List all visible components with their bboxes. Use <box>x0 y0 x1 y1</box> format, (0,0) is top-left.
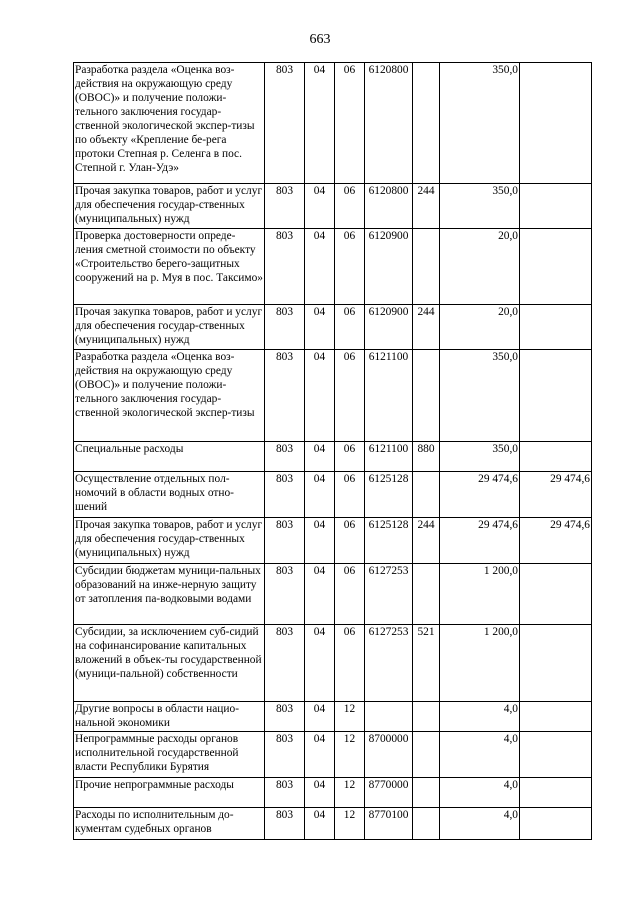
table-row <box>74 518 592 564</box>
table-row <box>74 732 592 778</box>
row-subsection: 06 <box>335 472 365 518</box>
row-subsection: 06 <box>335 625 365 702</box>
row-sum-subvention <box>520 184 592 229</box>
row-code: 803 <box>265 184 305 229</box>
row-type: 521 <box>413 625 440 702</box>
row-type <box>413 564 440 625</box>
row-sum: 350,0 <box>440 63 520 184</box>
row-subsection: 06 <box>335 305 365 350</box>
row-sum: 29 474,6 <box>440 518 520 564</box>
row-sum-subvention <box>520 63 592 184</box>
row-subsection: 06 <box>335 63 365 184</box>
row-sum: 1 200,0 <box>440 564 520 625</box>
row-name: Разработка раздела «Оценка воз-действия на окружающую среду (ОВОС)» и получение положи-тельного заключения государ-ственной экологической экспер-тизы по объекту «Крепление бе-рега протоки Степная р. Селенга в пос. Степной г. Улан-Удэ» <box>74 63 265 184</box>
table-row <box>74 229 592 305</box>
row-article: 6125128 <box>365 472 413 518</box>
table-row <box>74 702 592 732</box>
row-section: 04 <box>305 472 335 518</box>
row-code: 803 <box>265 229 305 305</box>
row-section: 04 <box>305 808 335 840</box>
row-sum-subvention <box>520 564 592 625</box>
row-article: 8700000 <box>365 732 413 778</box>
row-type <box>413 229 440 305</box>
row-type <box>413 778 440 808</box>
row-sum-subvention <box>520 732 592 778</box>
row-type <box>413 63 440 184</box>
row-type <box>413 350 440 442</box>
row-subsection: 12 <box>335 778 365 808</box>
row-name: Специальные расходы <box>74 442 265 472</box>
row-name: Субсидии бюджетам муници-пальных образований на инже-нерную защиту от затопления па-водковыми водами <box>74 564 265 625</box>
row-article: 6120800 <box>365 184 413 229</box>
row-type <box>413 702 440 732</box>
row-sum-subvention <box>520 229 592 305</box>
row-code: 803 <box>265 63 305 184</box>
row-sum-subvention: 29 474,6 <box>520 472 592 518</box>
row-section: 04 <box>305 350 335 442</box>
row-name: Прочая закупка товаров, работ и услуг для обеспечения государ-ственных (муниципальных) нужд <box>74 518 265 564</box>
row-subsection: 06 <box>335 564 365 625</box>
row-sum: 4,0 <box>440 808 520 840</box>
row-section: 04 <box>305 778 335 808</box>
table-row <box>74 564 592 625</box>
row-sum-subvention: 29 474,6 <box>520 518 592 564</box>
row-name: Прочая закупка товаров, работ и услуг для обеспечения государ-ственных (муниципальных) нужд <box>74 305 265 350</box>
row-section: 04 <box>305 625 335 702</box>
row-code: 803 <box>265 305 305 350</box>
row-article: 6120900 <box>365 305 413 350</box>
row-name: Прочая закупка товаров, работ и услуг для обеспечения государ-ственных (муниципальных) нужд <box>74 184 265 229</box>
row-article: 6120800 <box>365 63 413 184</box>
row-subsection: 06 <box>335 442 365 472</box>
row-sum: 20,0 <box>440 229 520 305</box>
row-article <box>365 702 413 732</box>
row-article: 6120900 <box>365 229 413 305</box>
table-row <box>74 442 592 472</box>
table-row <box>74 808 592 840</box>
table-row <box>74 778 592 808</box>
row-article: 8770100 <box>365 808 413 840</box>
row-sum: 350,0 <box>440 442 520 472</box>
row-sum: 350,0 <box>440 184 520 229</box>
row-sum-subvention <box>520 442 592 472</box>
row-subsection: 12 <box>335 808 365 840</box>
row-code: 803 <box>265 518 305 564</box>
row-section: 04 <box>305 305 335 350</box>
row-article: 6121100 <box>365 442 413 472</box>
row-section: 04 <box>305 702 335 732</box>
row-name: Разработка раздела «Оценка воз-действия на окружающую среду (ОВОС)» и получение положи-тельного заключения государ-ственной экологической экспер-тизы <box>74 350 265 442</box>
row-code: 803 <box>265 472 305 518</box>
row-sum-subvention <box>520 808 592 840</box>
row-section: 04 <box>305 184 335 229</box>
row-name: Субсидии, за исключением суб-сидий на софинансирование капитальных вложений в объек-ты государственной (муници-пальной) собственности <box>74 625 265 702</box>
row-section: 04 <box>305 518 335 564</box>
row-type <box>413 808 440 840</box>
row-type <box>413 732 440 778</box>
table-row <box>74 350 592 442</box>
row-subsection: 12 <box>335 732 365 778</box>
table-row <box>74 63 592 184</box>
row-subsection: 12 <box>335 702 365 732</box>
row-code: 803 <box>265 702 305 732</box>
table-row <box>74 472 592 518</box>
row-sum: 4,0 <box>440 702 520 732</box>
row-sum: 4,0 <box>440 732 520 778</box>
row-name: Прочие непрограммные расходы <box>74 778 265 808</box>
row-sum: 4,0 <box>440 778 520 808</box>
row-sum: 20,0 <box>440 305 520 350</box>
row-sum-subvention <box>520 702 592 732</box>
row-sum-subvention <box>520 305 592 350</box>
row-subsection: 06 <box>335 518 365 564</box>
table-row <box>74 625 592 702</box>
row-type: 244 <box>413 305 440 350</box>
row-sum: 350,0 <box>440 350 520 442</box>
row-type: 244 <box>413 184 440 229</box>
row-name: Проверка достоверности опреде-ления сметной стоимости по объекту «Строительство берего-защитных сооружений на р. Муя в пос. Таксимо» <box>74 229 265 305</box>
row-sum-subvention <box>520 625 592 702</box>
row-name: Расходы по исполнительным до-кументам судебных органов <box>74 808 265 840</box>
row-type: 244 <box>413 518 440 564</box>
row-sum: 1 200,0 <box>440 625 520 702</box>
row-article: 8770000 <box>365 778 413 808</box>
row-name: Другие вопросы в области нацио-нальной экономики <box>74 702 265 732</box>
row-code: 803 <box>265 732 305 778</box>
row-name: Осуществление отдельных пол-номочий в области водных отно-шений <box>74 472 265 518</box>
row-code: 803 <box>265 442 305 472</box>
row-type: 880 <box>413 442 440 472</box>
row-name: Непрограммные расходы органов исполнительной государственной власти Республики Бурятия <box>74 732 265 778</box>
row-section: 04 <box>305 229 335 305</box>
row-sum: 29 474,6 <box>440 472 520 518</box>
row-sum-subvention <box>520 778 592 808</box>
page-number: 663 <box>309 32 331 47</box>
row-subsection: 06 <box>335 184 365 229</box>
row-section: 04 <box>305 63 335 184</box>
row-section: 04 <box>305 732 335 778</box>
row-article: 6125128 <box>365 518 413 564</box>
row-code: 803 <box>265 350 305 442</box>
row-article: 6127253 <box>365 564 413 625</box>
table-row <box>74 184 592 229</box>
row-article: 6127253 <box>365 625 413 702</box>
row-section: 04 <box>305 564 335 625</box>
row-article: 6121100 <box>365 350 413 442</box>
row-code: 803 <box>265 625 305 702</box>
row-section: 04 <box>305 442 335 472</box>
row-code: 803 <box>265 778 305 808</box>
row-code: 803 <box>265 564 305 625</box>
row-subsection: 06 <box>335 229 365 305</box>
row-sum-subvention <box>520 350 592 442</box>
row-type <box>413 472 440 518</box>
budget-table <box>73 62 592 840</box>
table-row <box>74 305 592 350</box>
row-subsection: 06 <box>335 350 365 442</box>
row-code: 803 <box>265 808 305 840</box>
